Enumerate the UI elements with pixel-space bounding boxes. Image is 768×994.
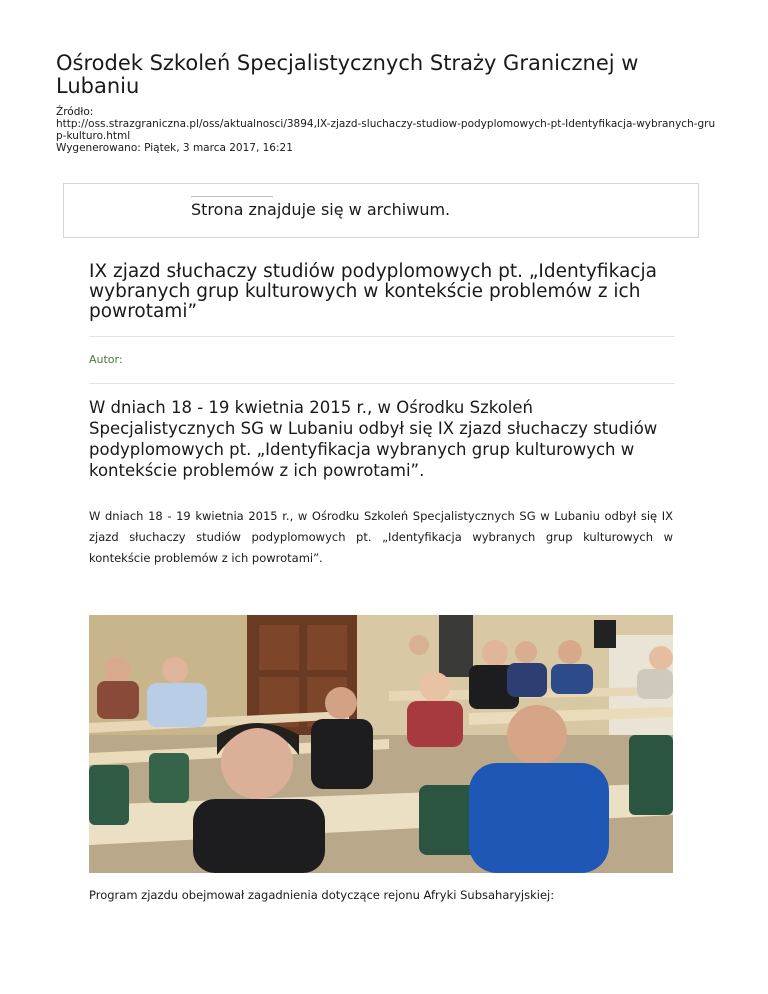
program-intro: Program zjazdu obejmował zagadnienia dotyczące rejonu Afryki Subsaharyjskiej: [89, 888, 555, 902]
source-label: Źródło: [56, 106, 94, 118]
article-body: W dniach 18 - 19 kwietnia 2015 r., w Ośrodku Szkoleń Specjalistycznych SG w Lubaniu odbył się IX zjazd słuchaczy studiów podyplomowych pt. „Identyfikacja wybranych grup kulturowych w kontekście problemów z ich powrotami”. [89, 509, 673, 565]
classroom-photo [89, 615, 673, 873]
archive-notice: Strona znajduje się w archiwum. [191, 200, 451, 219]
article-lead: W dniach 18 - 19 kwietnia 2015 r., w Ośrodku Szkoleń Specjalistycznych SG w Lubaniu odbył się IX zjazd słuchaczy studiów podyplomowych pt. „Identyfikacja wybranych grup kulturowych w kontekście problemów z ich powrotami”. [89, 398, 658, 480]
author-label: Autor: [89, 353, 123, 366]
article-photo [89, 615, 673, 873]
source-url[interactable]: http://oss.strazgraniczna.pl/oss/aktualnosci/3894,IX-zjazd-sluchaczy-studiow-podyplomowych-pt-Identyfikacja-wybranych-grup-kulturo.html [56, 118, 716, 142]
print-meta [56, 106, 716, 154]
article-title: IX zjazd słuchaczy studiów podyplomowych pt. „Identyfikacja wybranych grup kulturowych w kontekście problemów z ich powrotami” [89, 261, 657, 322]
site-title: Ośrodek Szkoleń Specjalistycznych Straży Granicznej w Lubaniu [56, 51, 639, 98]
divider [89, 383, 675, 384]
archive-rule [191, 196, 273, 197]
generated-date: Wygenerowano: Piątek, 3 marca 2017, 16:21 [56, 142, 293, 154]
archive-notice-box [63, 183, 699, 238]
divider [89, 336, 675, 337]
